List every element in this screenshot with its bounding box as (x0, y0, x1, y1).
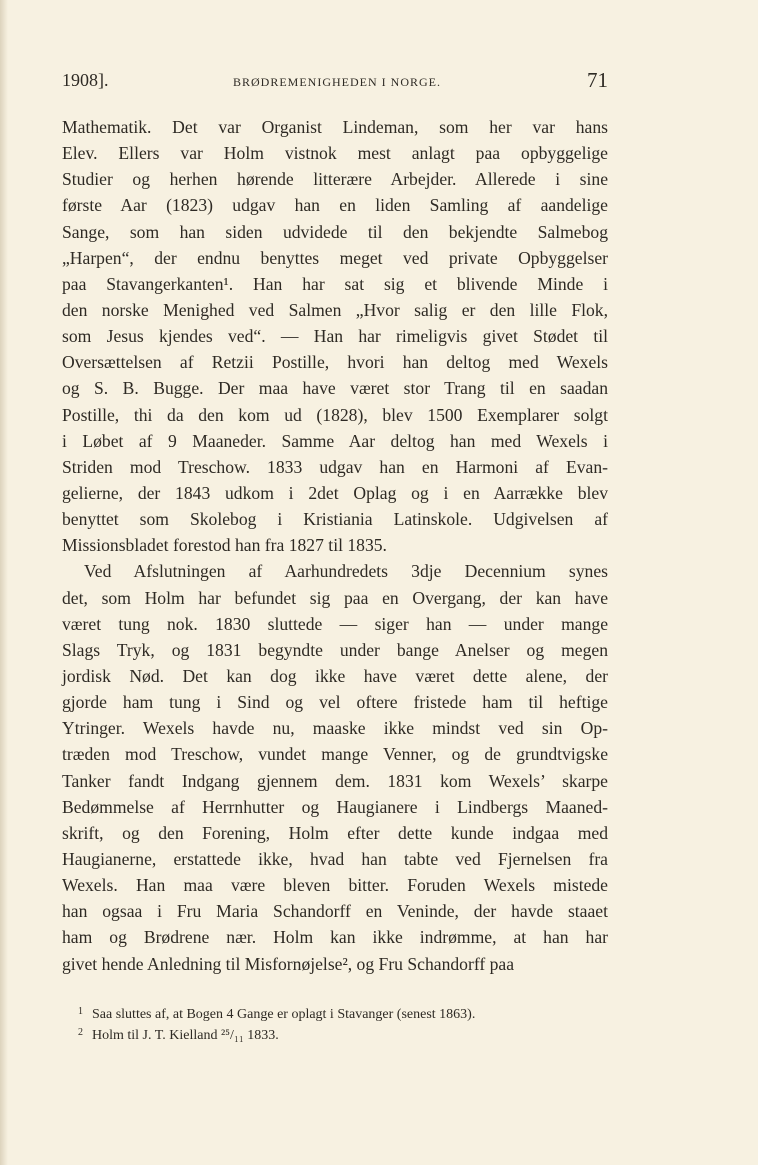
text-line: Mathematik. Det var Organist Lindeman, som her var hans (62, 117, 608, 137)
footnote-1 (78, 1001, 608, 1022)
text-line: Bedømmelse af Herrnhutter og Haugianere i Lindbergs Maaned- (62, 796, 608, 817)
text-line: han ogsaa i Fru Maria Schandorff en Veninde, der havde staaet (62, 901, 608, 922)
header-year: 1908]. (62, 70, 109, 90)
text-line: Striden mod Treschow. 1833 udgav han en Harmoni af Evan- (62, 456, 608, 477)
footnote-text: Holm til J. T. Kielland ²⁵/₁₁ 1833. (92, 1028, 279, 1043)
text-line: i Løbet af 9 Maaneder. Samme Aar deltog han med Wexels i (62, 430, 608, 451)
text-line: Slags Tryk, og 1831 begyndte under bange Anelser og megen (62, 639, 608, 660)
text-line: Elev. Ellers var Holm vistnok mest anlagt paa opbyggelige (62, 143, 608, 164)
text-line: benyttet som Skolebog i Kristiania Latinskole. Udgivelsen af (62, 509, 608, 530)
text-line: som Jesus kjendes ved“. — Han har rimeligvis givet Stødet til (62, 326, 608, 347)
text-line: Wexels. Han maa være bleven bitter. Foruden Wexels mistede (62, 875, 608, 896)
text-line: gelierne, der 1843 udkom i 2det Oplag og i en Aarrække blev (62, 482, 608, 503)
text-line: Oversættelsen af Retzii Postille, hvori han deltog med Wexels (62, 352, 608, 373)
footnote-2 (78, 1022, 608, 1043)
text-line: træden mod Treschow, vundet mange Venner, og de grundtvigske (62, 744, 608, 765)
page-edge (0, 0, 8, 1165)
text-line: jordisk Nød. Det kan dog ikke have været dette alene, der (62, 665, 608, 686)
text-line: og S. B. Bugge. Der maa have været stor Trang til en saadan (62, 378, 608, 399)
text-line: givet hende Anledning til Misfornøjelse², og Fru Schandorff paa (62, 953, 515, 974)
body-text (62, 114, 608, 977)
text-line: skrift, og den Forening, Holm efter dette kunde indgaa med (62, 822, 608, 843)
text-line: den norske Menighed ved Salmen „Hvor salig er den lille Flok, (62, 299, 608, 320)
footnotes (78, 1001, 608, 1043)
text-line: været tung nok. 1830 sluttede — siger han — under mange (62, 613, 608, 634)
footnote-mark: 1 (78, 1006, 83, 1017)
running-title: BRØDREMENIGHEDEN I NORGE. (233, 75, 441, 89)
text-line: Tanker fandt Indgang gjennem dem. 1831 kom Wexels’ skarpe (62, 770, 608, 791)
text-line: paa Stavangerkanten¹. Han har sat sig et blivende Minde i (62, 273, 608, 294)
text-line: Postille, thi da den kom ud (1828), blev 1500 Exemplarer solgt (62, 404, 608, 425)
text-line: Studier og herhen hørende litterære Arbejder. Allerede i sine (62, 169, 608, 190)
text-line: Haugianerne, erstattede ikke, hvad han tabte ved Fjernelsen fra (62, 848, 608, 869)
running-header (62, 66, 612, 96)
text-line: det, som Holm har befundet sig paa en Overgang, der kan have (62, 587, 608, 608)
text-line: gjorde ham tung i Sind og vel oftere fristede ham til heftige (62, 692, 608, 713)
text-line: Missionsbladet forestod han fra 1827 til 1835. (62, 535, 387, 556)
text-line: „Harpen“, der endnu benyttes meget ved private Opbyggelser (62, 247, 608, 268)
text-line: første Aar (1823) udgav han en liden Samling af aandelige (62, 195, 608, 216)
footnote-text: Saa sluttes af, at Bogen 4 Gange er oplagt i Stavanger (senest 1863). (92, 1007, 476, 1022)
text-line: Sange, som han siden udvidede til den bekjendte Salmebog (62, 221, 608, 242)
footnote-mark: 2 (78, 1027, 83, 1038)
text-line: Ytringer. Wexels havde nu, maaske ikke mindst ved sin Op- (62, 718, 608, 739)
text-line: ham og Brødrene nær. Holm kan ikke indrømme, at han har (62, 927, 608, 948)
page-number: 71 (587, 68, 608, 92)
text-line: Ved Afslutningen af Aarhundredets 3dje Decennium synes (84, 561, 608, 582)
